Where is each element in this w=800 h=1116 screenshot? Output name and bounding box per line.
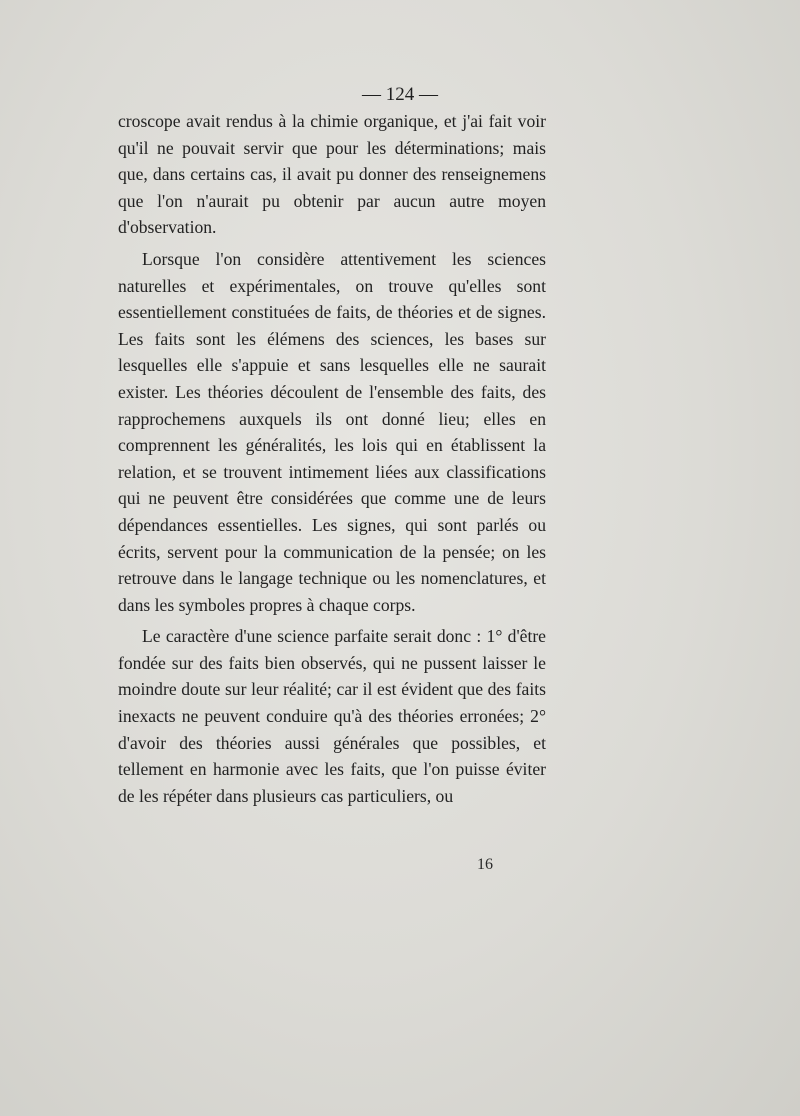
page-number: — 124 — (362, 84, 438, 105)
body-text (118, 108, 546, 809)
signature-mark: 16 (477, 856, 493, 873)
paragraph: Lorsque l'on considère attentivement les sciences naturelles et expérimentales, on trouve qu'elles sont essentiellement constituées de faits, de théories et de signes. Les faits sont les élémens des sciences, les bases sur lesquelles elle s'appuie et sans lesquelles elle ne saurait exister. Les théories découlent de l'ensemble des faits, des rapprochemens auxquels ils ont donné lieu; elles en comprennent les généralités, les lois qui en établissent la relation, et se trouvent intimement liées aux classifications qui ne peuvent être considérées que comme une de leurs dépendances essentielles. Les signes, qui sont parlés ou écrits, servent pour la communication de la pensée; on les retrouve dans le langage technique ou les nomenclatures, et dans les symboles propres à chaque corps. (118, 248, 546, 615)
paragraph: Le caractère d'une science parfaite serait donc : 1° d'être fondée sur des faits bien observés, qui ne pussent laisser le moindre doute sur leur réalité; car il est évident que des faits inexacts ne peuvent conduire qu'à des théories erronées; 2° d'avoir des théories aussi générales que possibles, et tellement en harmonie avec les faits, que l'on puisse éviter de les répéter dans plusieurs cas particuliers, ou (118, 626, 546, 806)
paragraph: croscope avait rendus à la chimie organique, et j'ai fait voir qu'il ne pouvait servir que pour les déterminations; mais que, dans certains cas, il avait pu donner des renseignemens que l'on n'aurait pu obtenir par aucun autre moyen d'observation. (118, 111, 546, 238)
